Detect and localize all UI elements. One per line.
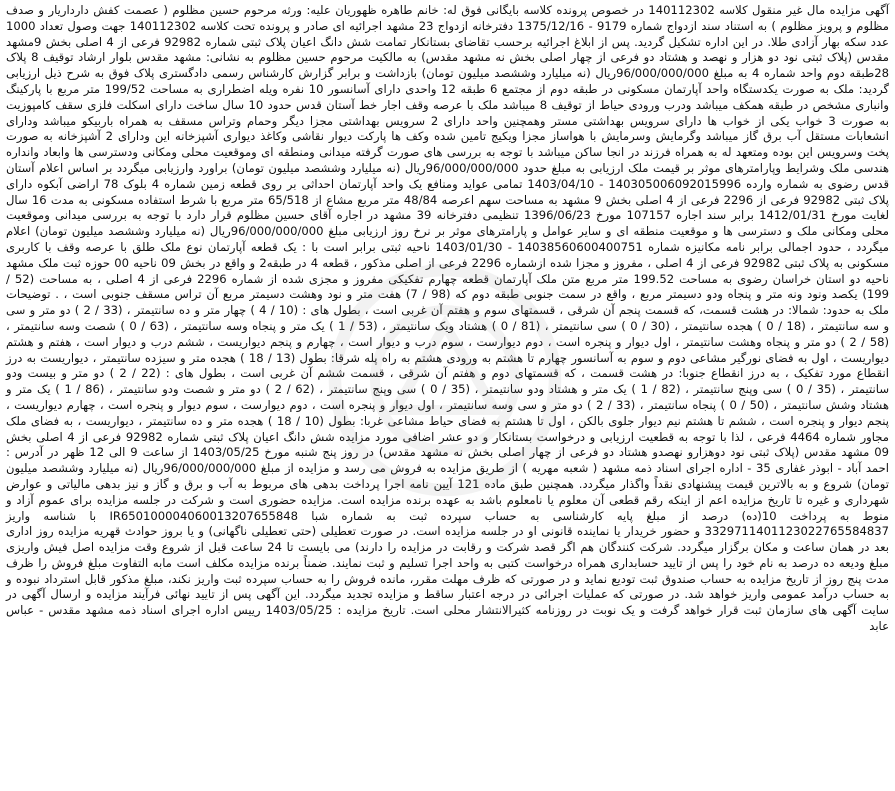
auction-notice-text: آگهی مزایده مال غیر منقول کلاسه 140112302 در خصوص پرونده کلاسه بایگانی فوق له: خانم طاهره ظهوریان علیه: ورثه مرحوم حسین مظلوم ( عصمت کفش دارداریار و صدف مظلوم و پرویز مظلوم ) به استناد سند ازدواج شماره 9179 - 1375/12/16 دفترخانه ازدواج 23 مشهد اجرائیه ای صادر و پرونده تحت کلاسه 140112302 جهت وصول تعداد 1000 عدد سکه بهار آزادی طلا. در این اداره تشکیل گردید. پس از ابلاغ اجرائیه برحسب تقاضای بستانکار تمامت شش دانگ اعیان پلاک ثبتی شماره 92982 فرعی از 4 اصلی بخش 9مشهد مقدس (پلاک ثبتی نود دو هزار و نهصد و هشتاد دو فرعی از چهار اصلی بخش نه مشهد مقدس) به مالکیت مرحوم حسین مظلوم به نشانی: مشهد مقدس بلوار ارشاد توقیف 8 پلاک 28طبقه دوم واحد شماره 4 به مبلغ 96/000/000/000ریال (نه میلیارد وششصد میلیون تومان) بازداشت و برابر گزارش کارشناس رسمی دادگستری پلاک فوق به شرح ذیل ارزیابی گردید: ملک به صورت یکدستگاه واحد آپارتمان مسکونی در طبقه دوم از مجتمع 6 طبقه 12 واحدی دارای آسانسور 10 نفره ویله اضطراری به مساحت 199/52 متر مربع با پارکینگ وانباری مشخص در طبقه همکف میباشد ودرب ورودی حیاط از توقیف 8 میباشد ملک با عرصه وقف اجار خط آستان قدس حدود 10 سال ساخت دارای اسکلت فلزی سقف کامپوزیت به صورت 3 خواب یکی از خواب ها دارای سرویس بهداشتی مستر وهمچنین واحد دارای 2 سرویس بهداشتی مجزا دیگر وحمام وتراس مسقف به همراه باربیکو میباشد ودارای انشعابات مستقل آب برق گاز میباشد وگرمایش وسرمایش با هواساز مجزا ویکیج تامین شده وکف ها پارکت دیوار نقاشی وکاغذ دیواری آشپزخانه این ودارای 2 آشپزخانه به صورت پخت وسرویس این بوده ومتعهد له به همراه فرزند در انجا ساکن میباشد با توجه به بررسی های صورت گرفته میدانی ومنطقه ای وموقعیت محلی ومکانی ودسترسی ها وابعاد وانداره هندسی ملک وشرایط وپارامترهای موثر بر قیمت ملک ارزیابی به مبلغ حدود 96/000/000/000ریال (نه میلیارد وششصد میلیون تومان) براورد وارزیابی میگردد بر اساس اعلام آستان قدس رضوی به شماره وارده 140305006092015996 - 1403/04/10 تمامی عواید ومنافع یک واحد آپارتمان احداثی بر روی قطعه زمین شماره 4 بلوک 78 اراضی آبکوه دارای پلاک ثبتی 92982 فرعی از 2296 فرعی از 4 اصلی بخش 9 مشهد به مساحت سهم اعرصه 48/84 متر مربع مشاع از 65/518 متر مربع با شرط استفاده مسکونی به مدت 16 سال لغایت مورخ 1412/01/31 برابر سند اجاره 107157 مورخ 1396/06/23 تنظیمی دفترخانه 39 مشهد در اجاره آقای حسین مظلوم قرار دارد با توجه به بررسی میدانی وموقعیت محلی ومکانی ملک و دسترسی ها و موقعیت منطقه ای و سایر عوامل و پارامترهای موثر بر نرخ روز ارزیابی مبلغ 96/000/000/000ریال (نه میلیارد وششصد میلیون تومان) اعلام میگردد ، حدود اجمالی برابر نامه مکانیزه شماره 14038560600400751 - 1403/01/30 ناحیه ثبتی برابر است با : یک قطعه آپارتمان نوع ملک طلق با عرصه وقف با کاربری مسکونی به پلاک ثبتی 92982 فرعی از 4 اصلی ، مفروز و مجزا شده ازشماره 2296 فرعی از اصلی مذکور ، قطعه 4 در طبقه2 و واقع در بخش 09 ناحیه 00 حوزه ثبت ملک مشهد ناحیه دو استان خراسان رضوی به مساحت 199.52 متر مربع متن ملک آپارتمان قطعه چهارم تفکیکی مفروز و مجزی شده از شماره 2296 فرعی از 4 اصلی ، به مساحت (52 / 199) یکصد ونود ونه متر و پنجاه ودو دسیمتر مربع ، واقع در سمت جنوبی طبقه دوم که (98 / 7) هفت متر و نود وهشت دسیمتر مربع آن تراس مسقف جنوبی است ، . توضیحات ملک به حدود: شمالا: در هشت قسمت، که قسمت پنجم آن شرقی ، قسمتهای سوم و هفتم آن غربی است ، بطول های : (10 / 4 ) چهار متر و ده سانتیمتر ، (33 / 2 ) دو متر و سی و سه سانتیمتر ، (18 / 0 ) هجده سانتیمتر ، (30 / 0 ) سی سانتیمتر ، (81 / 0 ) هشتاد ویک سانتیمتر ، (53 / 1 ) یک متر و پنجاه وسه سانتیمتر ، (63 / 0 ) شصت وسه سانتیمتر ، (58 / 2 ) دو متر و پنجاه وهشت سانتیمتر ، اول دیوار و پنجره است ، دوم دیوارست ، سوم درب و دیوار است ، چهارم و پنجم دیواریست ، ششم درب و دیوار است ، هفتم و هشتم دیواریست ، اول به فضای نورگیر مشاعی دوم و سوم به آسانسور چهارم تا هشتم به ورودی هشتم به راه پله شرقا: بطول (13 / 18 ) هجده متر و سیزده سانتیمتر ، دیواریست به درز انقطاع مورد تفکیک ، به درز انقطاع جنوبا: در هشت قسمت ، که قسمتهای دوم و هفتم آن شرقی ، قسمت ششم آن غربی است ، بطول های : (22 / 2 ) دو متر و بیست ودو سانتیمتر ، (35 / 0 ) سی وپنج سانتیمتر ، (82 / 1 ) یک متر و هشتاد ودو سانتیمتر ، (35 / 0 ) سی وپنج سانتیمتر ، (62 / 2 ) دو متر و شصت ودو سانتیمتر ، (86 / 1 ) یک متر و هشتاد وشش سانتیمتر ، (50 / 0 ) پنجاه سانتیمتر ، (33 / 2 ) دو متر و سی وسه سانتیمتر ، اول دیوار و پنجره است ، دوم دیوارست ، سوم دیوار و پنجره است ، چهارم دیواریست ، پنجم دیوار و پنجره است ، ششم تا هشتم نیم دیوار جلوی بالکن ، اول تا هشتم به فضای حیاط مشاعی غربا: بطول (10 / 18 ) هجده متر و ده سانتیمتر ، دیواریست ، به فضای ملک مجاور شماره 4464 فرعی ، لذا با توجه به قطعیت ارزیابی و درخواست بستانکار و دو عشر اضافی مورد مزایده شش دانگ اعیان پلاک ثبتی شماره 92982 فرعی از 4 اصلی بخش 09 مشهد مقدس (پلاک ثبتی نود دوهزارو نهصدو هشتاد دو فرعی از چهار اصلی بخش نه مشهد مقدس) در روز پنج شنبه مورخ 1403/05/25 از ساعت 9 الی 12 ظهر در آدرس : احمد آباد - ابوذر غفاری 35 - اداره اجرای اسناد ذمه مشهد ( شعبه مهریه ) از طریق مزایده به فروش می رسد و مزایده از مبلغ 96/000/000/000ریال (نه میلیارد وششصد میلیون تومان) شروع و به بالاترین قیمت پیشنهادی نقداً واگذار میگردد. همچنین طبق ماده 121 آیین نامه اجرا پرداخت بدهی های مربوط به آب و برق و گاز و نیز بدهی مالیاتی و عوارض شهرداری و غیره تا تاریخ مزایده اعم از اینکه رقم قطعی آن معلوم یا نامعلوم باشد به عهده برنده مزایده است. مزایده حضوری است و شرکت در جلسه مزایده برای عموم آزاد و منوط به پرداخت 10(ده) درصد از مبلغ پایه کارشناسی به حساب سپرده ثبت به شماره شبا IR650100004060013207655848 با شناسه واریز 3329711401123022765584837 و حضور خریدار یا نماینده قانونی او در جلسه مزایده است. در صورت تعطیلی (حتی تعطیلی ناگهانی) و یا بروز حوادث قهریه مزایده روز اداری بعد در همان ساعت و مکان برگزار میگردد. شرکت کنندگان هم اگر قصد شرکت و رقابت در مزایده را دارند) می بایست تا 24 ساعت قبل از شروع وقت مزایده اصل فیش واریزی مبلغ ودیعه ده درصد به نام خود را پس از تایید حسابداری همراه درخواست کتبی به واحد اجرا تسلیم و ثبت نمایند. ضمناً برنده مزایده مکلف است مابه التفاوت مبلغ فروش را ظرف مدت پنج روز از تاریخ مزایده به حساب صندوق ثبت تودیع نماید و در صورتی که ظرف مهلت مقرر، مانده فروش را به حساب سپرده ثبت واریز نکند، مبلغ مذکور قابل استرداد نبوده و به حساب درآمد عمومی واریز خواهد شد. در صورتی که عملیات اجرائی در درجه اعتبار ساقط و مزایده تجدید میگردد. این آگهی پس از تایید نهائی فرآیند مزایده و ارسال آگهی در سایت آگهی های سازمان ثبت قرار خواهد گرفت و یک نوبت در روزنامه کثیرالانتشار محلی است. تاریخ مزایده : 1403/05/25 رییس اداره اجرای اسناد ذمه مشهد مقدس - عباس عابد	[6, 3, 890, 634]
